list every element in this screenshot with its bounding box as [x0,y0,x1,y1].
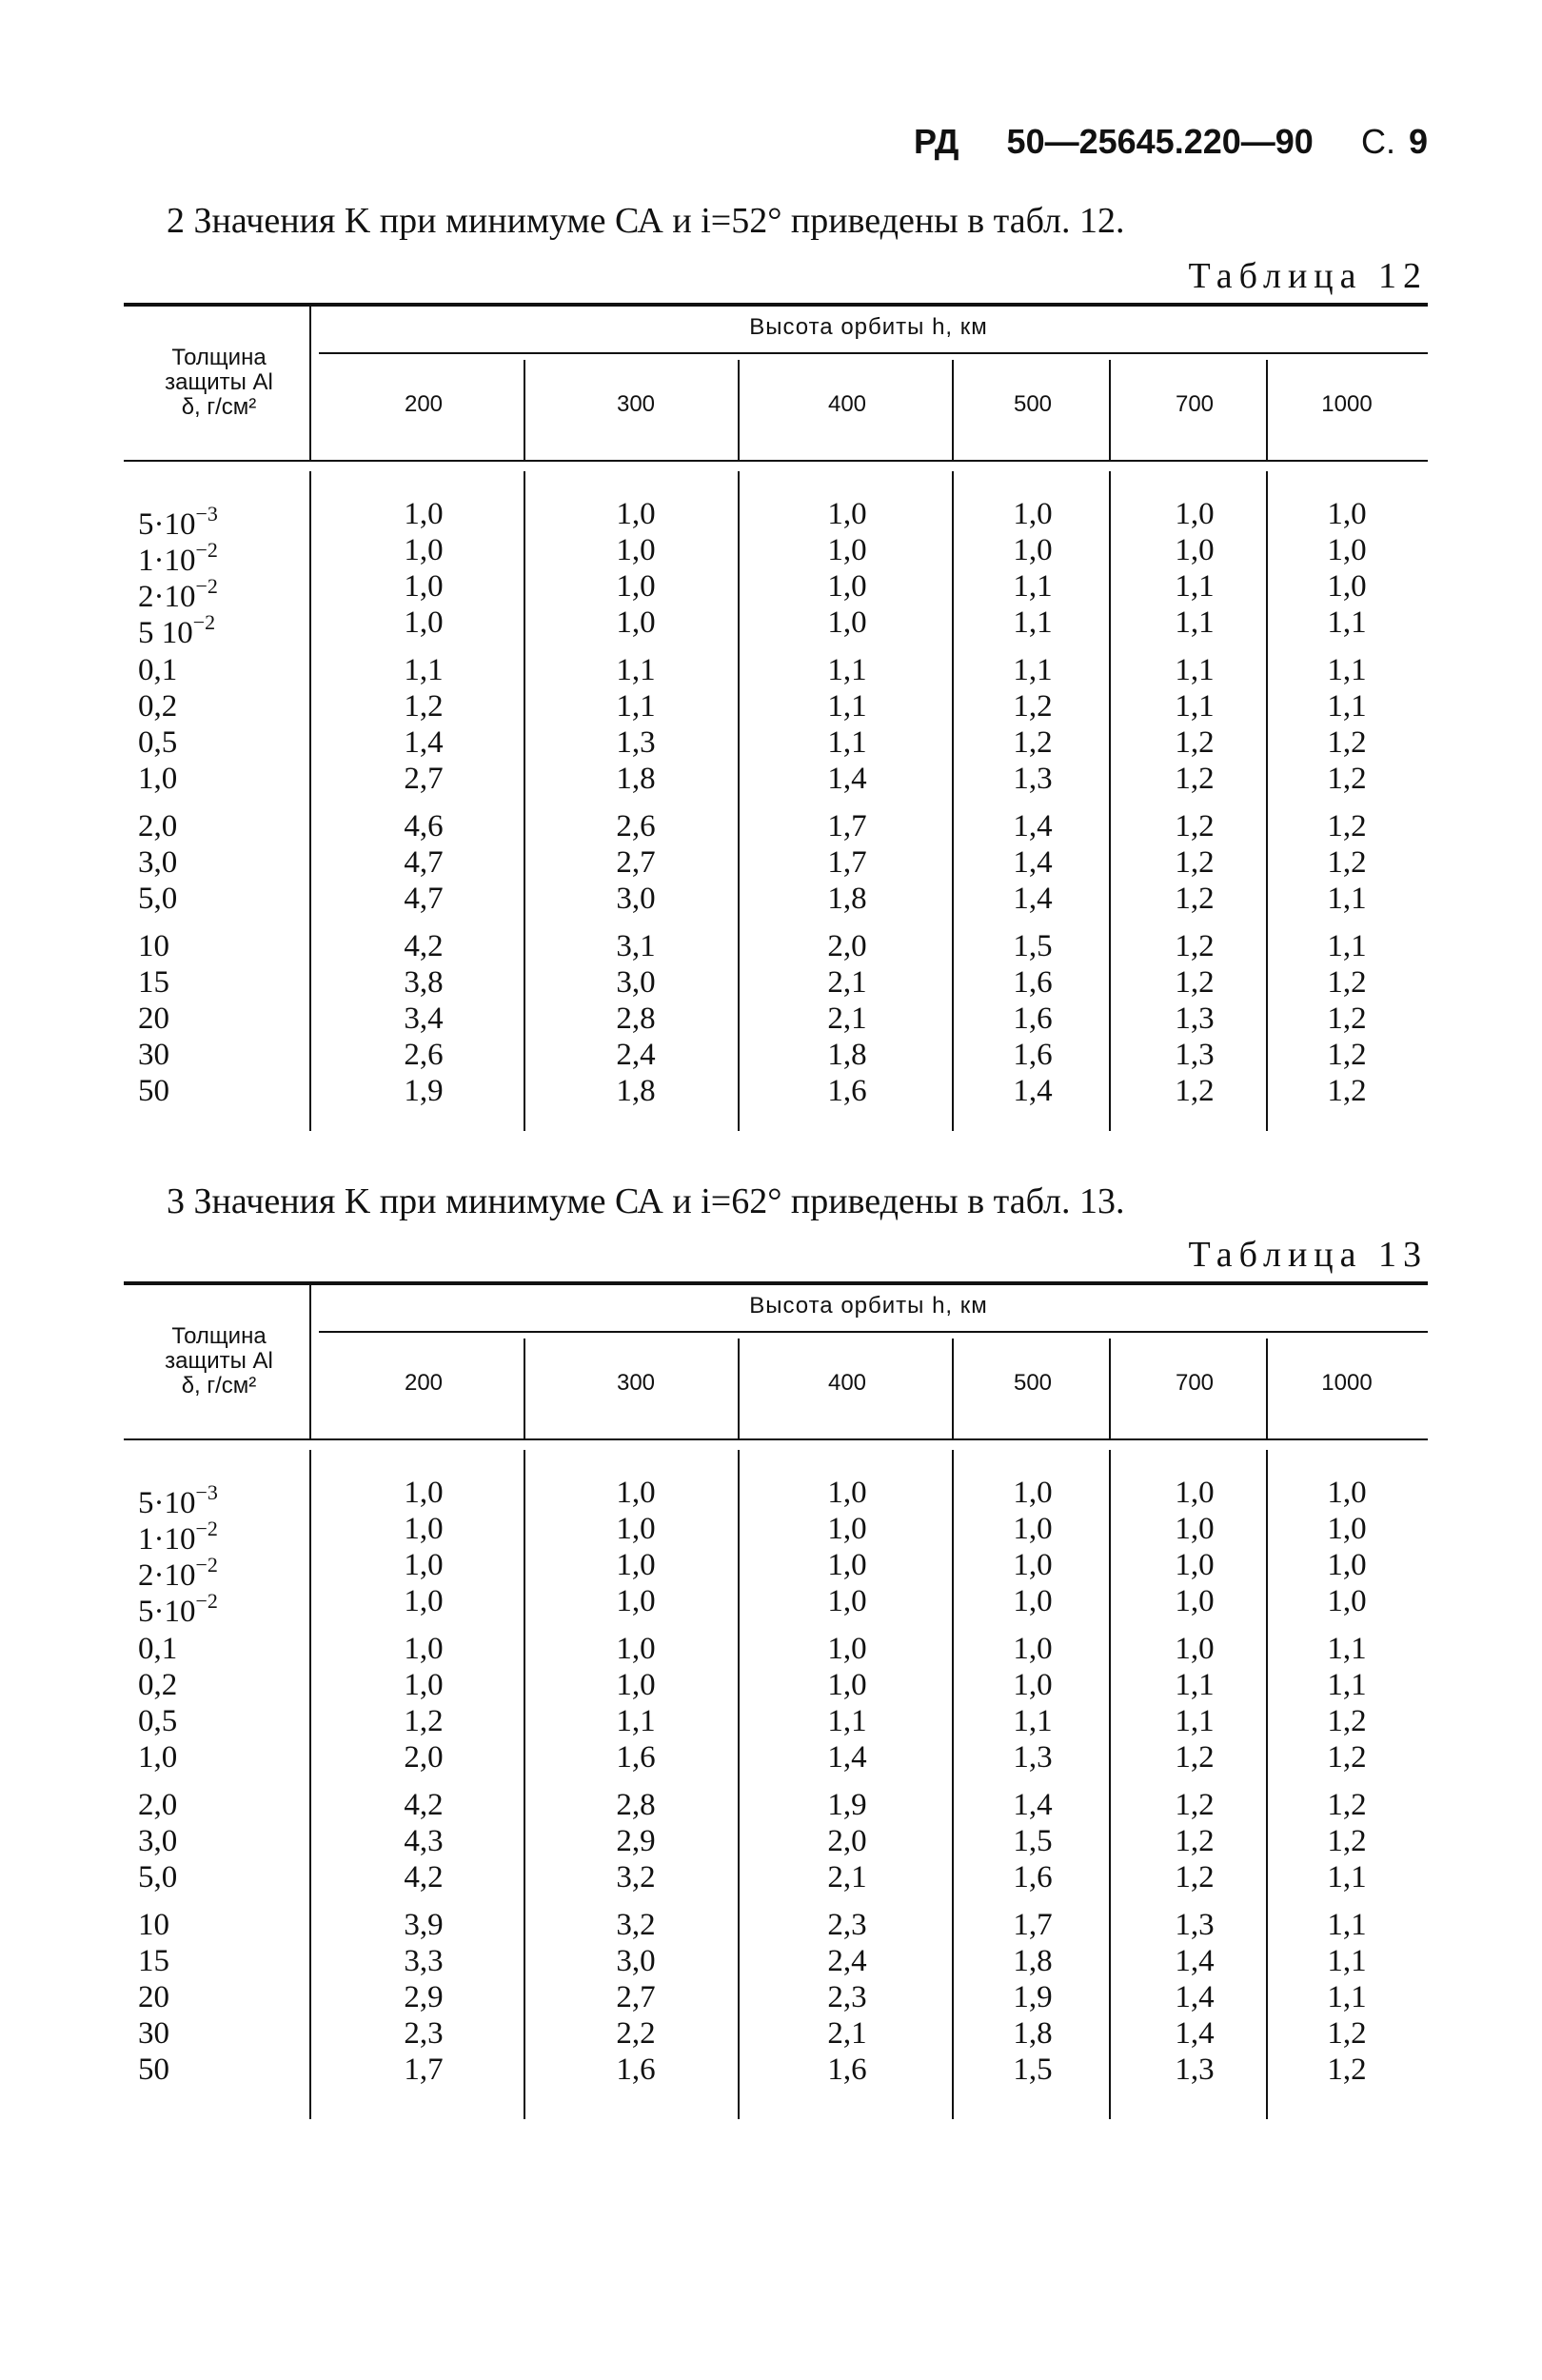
k-value: 1,0 [827,1584,867,1618]
header-sub-rule [319,352,1428,354]
k-value: 1,0 [404,1584,444,1618]
k-value: 1,4 [827,1740,867,1775]
thickness-value: 30 [138,2016,169,2051]
table-row [124,1001,1428,1037]
table-row [124,1979,1428,2015]
k-value: 1,2 [1327,725,1367,760]
k-value: 3,9 [404,1908,444,1942]
k-value: 1,0 [827,1548,867,1582]
k-value: 2,3 [404,2016,444,2051]
k-value: 1,0 [1175,1584,1215,1618]
k-value: 1,6 [1013,1860,1053,1894]
k-value: 1,3 [1175,1002,1215,1036]
k-value: 2,8 [616,1002,656,1036]
thickness-value: 1,0 [138,762,178,796]
column-header: 1000 [1321,391,1373,417]
k-value: 4,7 [404,882,444,916]
thickness-value: 1,0 [138,1740,178,1775]
thickness-value: $2\cdot 10^{-2}$ [138,574,218,614]
column-header: 400 [827,1370,867,1396]
k-value: 1,0 [616,1512,656,1546]
k-value: 1,7 [1013,1908,1053,1942]
k-value: 1,0 [827,1476,867,1510]
table-row [124,2015,1428,2052]
table-row [124,928,1428,964]
k-value: 1,3 [1013,1740,1053,1775]
k-value: 1,2 [1175,809,1215,843]
k-value: 1,0 [1013,1668,1053,1702]
table-row [124,1475,1428,1520]
divider-line [1109,1339,1111,1438]
k-value: 1,6 [827,1074,867,1108]
k-value: 1,1 [616,653,656,687]
k-value: 1,1 [1175,653,1215,687]
doc-type: РД [914,122,959,161]
k-value: 1,2 [1175,1860,1215,1894]
k-value: 1,4 [1175,1944,1215,1978]
divider-line [524,1339,525,1438]
k-value: 2,7 [616,1980,656,2014]
k-value: 1,2 [1327,845,1367,880]
table-row [124,2052,1428,2088]
k-value: 1,0 [1327,1584,1367,1618]
k-value: 1,0 [827,1632,867,1666]
divider-line [952,360,954,460]
table-row [124,1859,1428,1895]
k-value: 1,4 [1013,882,1053,916]
k-value: 2,7 [404,762,444,796]
divider-line [524,360,525,460]
k-value: 1,0 [1175,1476,1215,1510]
thickness-value: 10 [138,1908,169,1942]
thickness-value: $2\cdot 10^{-2}$ [138,1553,218,1593]
thickness-value: 0,2 [138,1668,178,1702]
k-value: 1,8 [1013,2016,1053,2051]
k-value: 1,0 [616,1476,656,1510]
k-value: 1,1 [1013,605,1053,640]
k-value: 1,5 [1013,929,1053,963]
table-row [124,724,1428,761]
k-value: 1,0 [404,1476,444,1510]
table-row [124,1547,1428,1593]
thickness-value: 50 [138,1074,169,1108]
k-value: 1,0 [616,1668,656,1702]
k-value: 1,0 [616,1632,656,1666]
table-row [124,568,1428,614]
k-value: 1,1 [616,689,656,724]
table-row [124,1703,1428,1739]
k-value: 3,0 [616,965,656,1000]
thickness-value: 10 [138,929,169,963]
k-value: 1,7 [827,845,867,880]
k-value: 1,1 [1327,1944,1367,1978]
divider-line [1266,1339,1268,1438]
k-value: 2,4 [827,1944,867,1978]
k-value: 1,3 [1175,2053,1215,2087]
thickness-value: 0,5 [138,725,178,760]
k-value: 1,4 [1013,809,1053,843]
k-value: 1,0 [827,569,867,604]
k-value: 1,8 [616,762,656,796]
column-header: 200 [404,391,444,417]
k-value: 4,7 [404,845,444,880]
k-value: 2,1 [827,1860,867,1894]
table-row [124,964,1428,1001]
k-value: 1,8 [827,1038,867,1072]
k-value: 1,3 [1013,762,1053,796]
k-value: 1,2 [1013,725,1053,760]
k-value: 2,9 [404,1980,444,2014]
table-row [124,1073,1428,1109]
k-value: 1,1 [1175,1704,1215,1738]
k-value: 1,6 [616,1740,656,1775]
k-value: 1,2 [1327,1824,1367,1858]
orbit-height-header: Высота орбиты h, км [749,1293,988,1319]
k-value: 1,6 [1013,1038,1053,1072]
k-value: 1,0 [1013,1512,1053,1546]
k-value: 1,2 [1175,1788,1215,1822]
thickness-value: 0,1 [138,1632,178,1666]
k-value: 3,0 [616,882,656,916]
table-row [124,844,1428,881]
k-value: 1,7 [404,2053,444,2087]
k-value: 3,0 [616,1944,656,1978]
k-value: 2,0 [827,1824,867,1858]
thickness-value: $5\cdot 10^{-2}$ [138,1589,218,1629]
header-bottom-rule [124,460,1428,462]
column-header: 300 [616,391,656,417]
thickness-value: 50 [138,2053,169,2087]
k-value: 3,4 [404,1002,444,1036]
column-header: 1000 [1321,1370,1373,1396]
thickness-value: 2,0 [138,809,178,843]
k-value: 1,2 [1327,2053,1367,2087]
k-value: 1,2 [1175,929,1215,963]
k-value: 1,2 [1175,882,1215,916]
k-value: 1,0 [1175,533,1215,567]
k-value: 1,1 [1175,569,1215,604]
k-value: 3,1 [616,929,656,963]
k-value: 1,0 [827,1668,867,1702]
table-row [124,532,1428,578]
table-row [124,605,1428,650]
k-value: 1,0 [1327,533,1367,567]
k-value: 4,3 [404,1824,444,1858]
k-value: 1,1 [1327,1980,1367,2014]
k-value: 1,1 [1327,1632,1367,1666]
k-value: 1,1 [1013,653,1053,687]
k-value: 2,6 [616,809,656,843]
table-row [124,1943,1428,1979]
k-value: 1,2 [1175,762,1215,796]
table-row [124,688,1428,724]
thickness-value: 2,0 [138,1788,178,1822]
k-value: 2,3 [827,1980,867,2014]
k-value: 1,0 [616,1548,656,1582]
k-value: 1,2 [1327,1074,1367,1108]
k-value: 1,5 [1013,1824,1053,1858]
k-value: 1,0 [1327,1476,1367,1510]
header-sub-rule [319,1331,1428,1333]
k-value: 2,2 [616,2016,656,2051]
k-value: 1,2 [1327,809,1367,843]
k-value: 1,0 [1013,497,1053,531]
thickness-value: 20 [138,1002,169,1036]
k-value: 1,3 [1175,1908,1215,1942]
k-value: 1,4 [404,725,444,760]
k-value: 1,0 [1013,1548,1053,1582]
divider-line [1109,360,1111,460]
thickness-value: 0,5 [138,1704,178,1738]
k-value: 1,2 [1327,762,1367,796]
thickness-value: 5,0 [138,1860,178,1894]
k-value: 4,2 [404,1788,444,1822]
thickness-value: 15 [138,1944,169,1978]
column-header: 700 [1175,1370,1215,1396]
divider-line [1266,360,1268,460]
column-header: 400 [827,391,867,417]
k-value: 1,2 [1175,845,1215,880]
thickness-value: 3,0 [138,845,178,880]
table-row [124,1739,1428,1775]
k-value: 1,6 [616,2053,656,2087]
table-top-rule [124,303,1428,307]
column-header: 700 [1175,391,1215,417]
k-value: 1,0 [404,1512,444,1546]
k-value: 1,2 [1327,1038,1367,1072]
header-bottom-rule [124,1438,1428,1440]
table-row [124,496,1428,542]
thickness-value: $1\cdot 10^{-2}$ [138,538,218,578]
k-value: 4,2 [404,929,444,963]
k-value: 1,1 [1327,1668,1367,1702]
k-value: 1,1 [1327,605,1367,640]
column-header: 500 [1013,391,1053,417]
k-value: 2,3 [827,1908,867,1942]
k-value: 1,0 [404,605,444,640]
k-value: 1,1 [827,725,867,760]
k-value: 1,0 [1175,1512,1215,1546]
column-header: 500 [1013,1370,1053,1396]
k-value: 1,8 [616,1074,656,1108]
k-value: 4,6 [404,809,444,843]
k-value: 1,4 [1013,1074,1053,1108]
table-row [124,1667,1428,1703]
k-value: 1,1 [1327,1860,1367,1894]
k-value: 1,0 [1327,569,1367,604]
k-value: 1,0 [404,1668,444,1702]
thickness-value: 15 [138,965,169,1000]
k-value: 1,1 [1175,689,1215,724]
k-value: 2,7 [616,845,656,880]
k-value: 1,0 [1175,1548,1215,1582]
k-value: 1,4 [1013,1788,1053,1822]
k-value: 3,8 [404,965,444,1000]
k-value: 1,6 [1013,1002,1053,1036]
k-value: 2,1 [827,965,867,1000]
k-value: 1,9 [1013,1980,1053,2014]
k-value: 1,1 [1327,929,1367,963]
k-value: 1,9 [827,1788,867,1822]
paragraph-3: 3 Значения K при минимуме СА и i=62° приведены в табл. 13. [167,1181,1125,1221]
k-value: 3,3 [404,1944,444,1978]
k-value: 1,5 [1013,2053,1053,2087]
thickness-header: Толщина защиты Al δ, г/см² [165,1323,273,1398]
k-value: 1,2 [1175,1740,1215,1775]
k-value: 1,2 [1327,1740,1367,1775]
table-row [124,808,1428,844]
thickness-value: $5\cdot 10^{-3}$ [138,502,218,542]
k-value: 1,2 [1327,2016,1367,2051]
k-value: 1,1 [827,689,867,724]
k-value: 1,0 [616,533,656,567]
k-value: 2,4 [616,1038,656,1072]
k-value: 2,6 [404,1038,444,1072]
k-value: 1,1 [1175,1668,1215,1702]
k-value: 1,1 [1013,1704,1053,1738]
k-value: 1,3 [616,725,656,760]
k-value: 1,0 [1327,1512,1367,1546]
table-row [124,1823,1428,1859]
thickness-value: 20 [138,1980,169,2014]
k-value: 1,1 [1327,653,1367,687]
table-top-rule [124,1281,1428,1285]
k-value: 1,3 [1175,1038,1215,1072]
k-value: 1,9 [404,1074,444,1108]
k-value: 2,1 [827,2016,867,2051]
table-row [124,1511,1428,1557]
k-value: 1,0 [1175,497,1215,531]
k-value: 1,0 [827,533,867,567]
k-value: 4,2 [404,1860,444,1894]
k-value: 1,2 [1175,1824,1215,1858]
table-row [124,761,1428,797]
k-value: 1,0 [1327,1548,1367,1582]
table-row [124,1787,1428,1823]
table-12 [124,303,1428,1131]
k-value: 1,0 [827,497,867,531]
column-header: 300 [616,1370,656,1396]
table-row [124,1907,1428,1943]
k-value: 2,1 [827,1002,867,1036]
k-value: 1,2 [1175,965,1215,1000]
k-value: 1,4 [1013,845,1053,880]
k-value: 1,2 [1175,1074,1215,1108]
k-value: 1,1 [616,1704,656,1738]
table-row [124,652,1428,688]
k-value: 1,0 [616,569,656,604]
thickness-value: 30 [138,1038,169,1072]
k-value: 1,2 [1327,1704,1367,1738]
k-value: 2,0 [404,1740,444,1775]
table-row [124,881,1428,917]
k-value: 1,0 [616,1584,656,1618]
k-value: 1,0 [1013,1632,1053,1666]
k-value: 1,2 [1013,689,1053,724]
k-value: 1,0 [616,605,656,640]
thickness-value: 0,1 [138,653,178,687]
k-value: 1,2 [1175,725,1215,760]
thickness-value: $5\cdot 10^{-3}$ [138,1480,218,1520]
k-value: 1,1 [1175,605,1215,640]
k-value: 1,0 [404,1632,444,1666]
k-value: 1,8 [1013,1944,1053,1978]
k-value: 1,7 [827,809,867,843]
k-value: 3,2 [616,1908,656,1942]
k-value: 1,0 [827,605,867,640]
table-13 [124,1281,1428,2119]
k-value: 1,0 [404,1548,444,1582]
k-value: 1,1 [1327,1908,1367,1942]
table-13-label: Таблица 13 [1188,1235,1428,1275]
k-value: 2,9 [616,1824,656,1858]
k-value: 1,1 [1327,689,1367,724]
orbit-height-header: Высота орбиты h, км [749,314,988,340]
k-value: 1,0 [404,569,444,604]
column-header: 200 [404,1370,444,1396]
k-value: 1,2 [404,1704,444,1738]
k-value: 1,4 [827,762,867,796]
table-row [124,1037,1428,1073]
divider-line [738,1339,740,1438]
k-value: 1,8 [827,882,867,916]
k-value: 3,2 [616,1860,656,1894]
k-value: 2,0 [827,929,867,963]
k-value: 1,0 [1013,533,1053,567]
paragraph-2: 2 Значения K при минимуме СА и i=52° приведены в табл. 12. [167,201,1125,241]
k-value: 1,1 [404,653,444,687]
k-value: 1,6 [1013,965,1053,1000]
divider-line [952,1339,954,1438]
doc-number: 50—25645.220—90 [1006,122,1314,161]
k-value: 1,2 [404,689,444,724]
k-value: 1,0 [404,533,444,567]
k-value: 1,0 [1013,1584,1053,1618]
k-value: 1,4 [1175,1980,1215,2014]
k-value: 1,2 [1327,965,1367,1000]
thickness-value: 5,0 [138,882,178,916]
k-value: 1,1 [827,653,867,687]
k-value: 1,2 [1327,1788,1367,1822]
k-value: 1,0 [616,497,656,531]
thickness-value: 3,0 [138,1824,178,1858]
table-12-label: Таблица 12 [1188,256,1428,296]
k-value: 1,1 [1013,569,1053,604]
k-value: 1,0 [1175,1632,1215,1666]
k-value: 1,1 [827,1704,867,1738]
table-row [124,1583,1428,1629]
k-value: 1,6 [827,2053,867,2087]
k-value: 1,0 [1013,1476,1053,1510]
k-value: 1,0 [827,1512,867,1546]
k-value: 1,1 [1327,882,1367,916]
k-value: 1,4 [1175,2016,1215,2051]
k-value: 1,0 [1327,497,1367,531]
page-number: С. 9 [1360,122,1428,161]
table-row [124,1631,1428,1667]
k-value: 2,8 [616,1788,656,1822]
k-value: 1,0 [404,497,444,531]
thickness-value: $1\cdot 10^{-2}$ [138,1517,218,1557]
thickness-value: 0,2 [138,689,178,724]
page-header [914,122,1428,169]
k-value: 1,2 [1327,1002,1367,1036]
thickness-header: Толщина защиты Al δ, г/см² [165,345,273,420]
thickness-value: 5 $10^{-2}$ [138,610,216,650]
divider-line [738,360,740,460]
